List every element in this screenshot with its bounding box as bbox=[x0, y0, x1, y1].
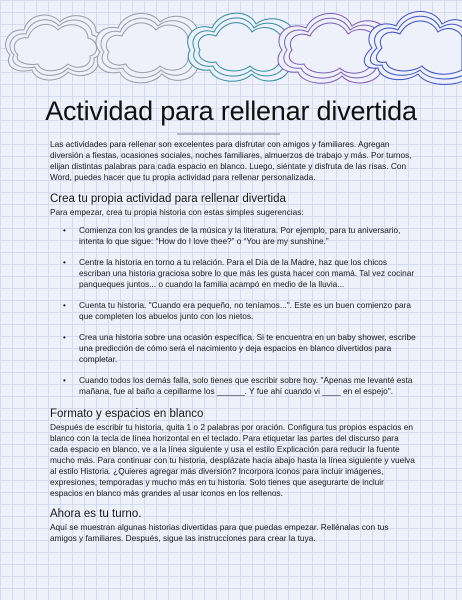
document-body bbox=[50, 139, 416, 544]
list-item: • Centre la historia en torno a tu relación. Para el Día de la Madre, haz que los chicos escriban una historia graciosa sobre lo que más les gusta hacer con mamá. Tal vez cocinar panqueques juntos... o cuando la familia acampó en medio de la lluvia... bbox=[63, 257, 415, 289]
heading-create-activity: Crea tu propia actividad para rellenar divertida bbox=[50, 193, 286, 205]
bullet-icon: • bbox=[63, 301, 66, 310]
heading-your-turn: Ahora es tu turno. bbox=[50, 508, 142, 520]
list-item: • Cuando todos los demás falla, solo tienes que escribir sobre hoy. "Apenas me levanté esta mañana, fue al baño a cepillarme los ______. Y fue ahí cuando vi ____ en el espejo". bbox=[63, 375, 413, 396]
your-turn-paragraph: Aquí se muestran algunas historias divertidas para que puedas empezar. Rellénalas con tus amigos y familiares. Después, sigue las instrucciones para crear la tuya. bbox=[50, 522, 389, 543]
bullet-icon: • bbox=[63, 258, 66, 267]
list-item: • Cuenta tu historia. "Cuando era pequeño, no teníamos...". Este es un buen comienzo para que completen los abuelos junto con los nietos. bbox=[63, 300, 411, 321]
list-item: • Comienza con los grandes de la música y la literatura. Por ejemplo, para tu aniversario, intenta lo que sigue: “How do I love thee?” o “You are my sunshine.” bbox=[63, 225, 401, 246]
heading-format-blanks: Formato y espacios en blanco bbox=[50, 408, 204, 420]
list-item: • Crea una historia sobre una ocasión específica. Si te encuentra en un baby shower, escribe una predicción de cómo será el nacimiento y deja espacios en blanco divertidos para completar. bbox=[63, 332, 416, 364]
title-underline bbox=[177, 133, 280, 135]
page-title: Actividad para rellenar divertida bbox=[45, 96, 417, 126]
bullet-icon: • bbox=[63, 376, 66, 385]
format-paragraph: Después de escribir tu historia, quita 1 o 2 palabras por oración. Configura tus propios espacios en blanco con la tecla de línea horizontal en el teclado. Para etiquetar las partes del discurso para cada espacio en blanco, ve a la línea siguiente y usa el estilo Explicación para reducir la fuente mucho más. Para continuar con tu historia, desplázate hacia abajo hasta la línea siguiente y vuelva al estilo Historia. ¿Quieres agregar más diversión? Incorpora iconos para incluir imágenes, expresiones, temporadas y mucho más en tu historia. Solo tienes que asegurarte de incluir espacios en blanco más grandes al usar iconos en los rellenos. bbox=[50, 422, 415, 498]
bullet-icon: • bbox=[63, 333, 66, 342]
suggestions-list bbox=[50, 225, 416, 397]
bullet-icon: • bbox=[63, 226, 66, 235]
intro-paragraph: Las actividades para rellenar son excelentes para disfrutar con amigos y familiares. Agregan diversión a fiestas, ocasiones sociales, noches familiares, almuerzos de trabajo y más. Por turnos, elijan distintas palabras para cada espacio en blanco. Luego, siéntate y disfruta de las risas. Con Word, puedes hacer que tu propia actividad para rellenar personalizada. bbox=[50, 139, 412, 182]
create-lead-paragraph: Para empezar, crea tu propia historia con estas simples sugerencias: bbox=[50, 207, 304, 217]
